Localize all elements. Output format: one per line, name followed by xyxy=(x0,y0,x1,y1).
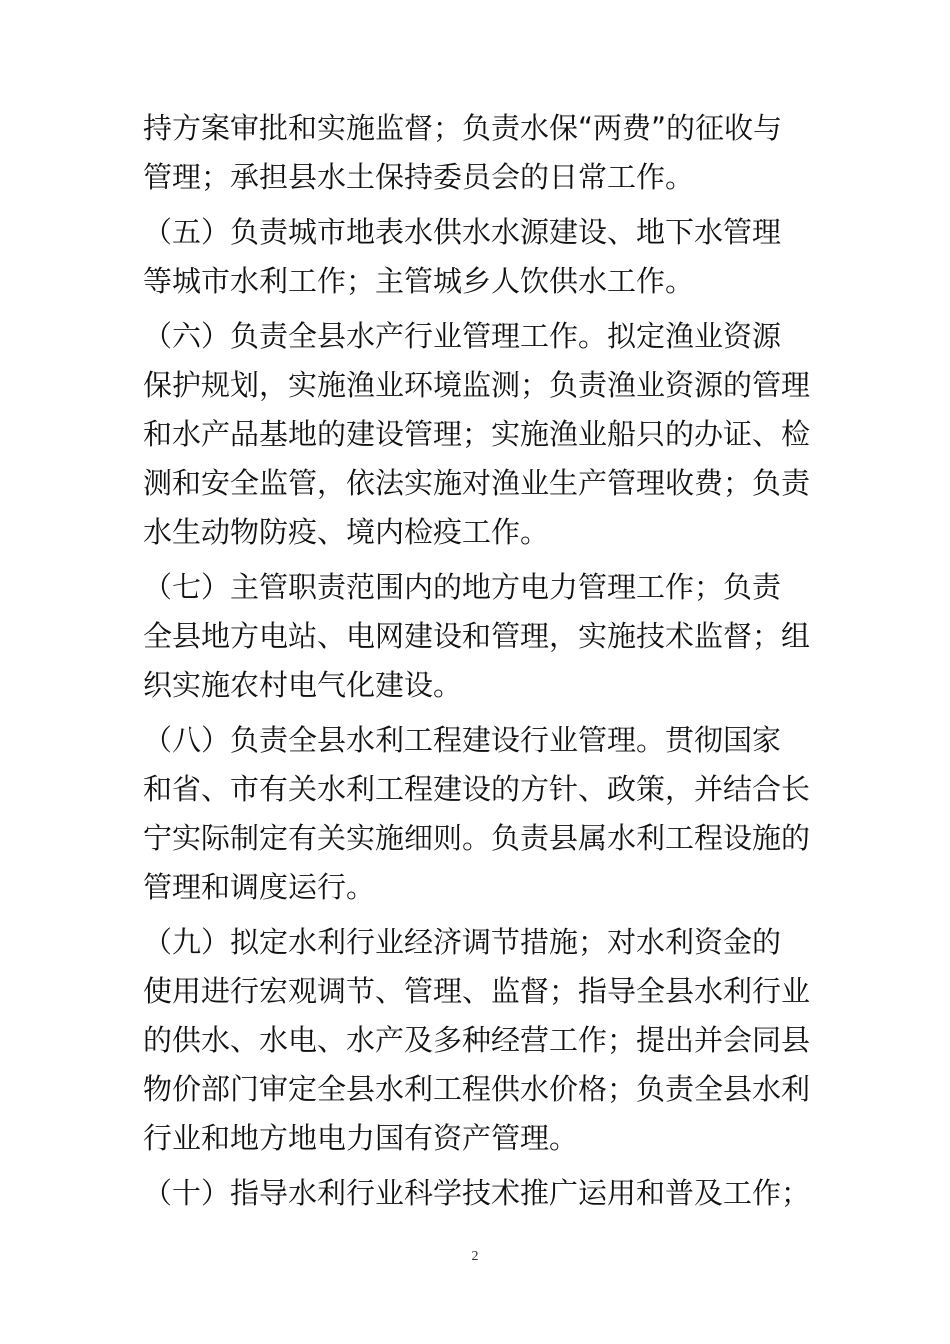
paragraph xyxy=(143,563,815,710)
text-line: （五）负责城市地表水供水水源建设、地下水管理 xyxy=(143,215,782,249)
text-line: 持方案审批和实施监督；负责水保“两费”的征收与 xyxy=(143,111,783,145)
text-line: 宁实际制定有关实施细则。负责县属水利工程设施的 xyxy=(143,821,811,855)
text-line: （十）指导水利行业科学技术推广运用和普及工作； xyxy=(143,1176,811,1210)
paragraph xyxy=(143,918,815,1163)
text-line: 管理；承担县水土保持委员会的日常工作。 xyxy=(143,160,695,194)
text-line: （七）主管职责范围内的地方电力管理工作；负责 xyxy=(143,570,782,604)
text-line: 织实施农村电气化建设。 xyxy=(143,668,463,702)
text-line: 和省、市有关水利工程建设的方针、政策，并结合长 xyxy=(143,772,811,806)
text-line: （九）拟定水利行业经济调节措施；对水利资金的 xyxy=(143,925,782,959)
text-line: 等城市水利工作；主管城乡人饮供水工作。 xyxy=(143,264,695,298)
text-line: （六）负责全县水产行业管理工作。拟定渔业资源 xyxy=(143,319,782,353)
text-line: （八）负责全县水利工程建设行业管理。贯彻国家 xyxy=(143,723,782,757)
text-line: 行业和地方地电力国有资产管理。 xyxy=(143,1121,579,1155)
paragraph xyxy=(143,208,815,306)
text-line: 管理和调度运行。 xyxy=(143,870,376,904)
paragraph xyxy=(143,1169,815,1218)
text-line: 水生动物防疫、境内检疫工作。 xyxy=(143,515,550,549)
page-number: 2 xyxy=(471,1249,479,1264)
text-line: 和水产品基地的建设管理；实施渔业船只的办证、检 xyxy=(143,417,811,451)
document-body xyxy=(143,104,815,1224)
paragraph xyxy=(143,716,815,912)
text-line: 测和安全监管，依法实施对渔业生产管理收费；负责 xyxy=(143,466,811,500)
text-line: 全县地方电站、电网建设和管理，实施技术监督；组 xyxy=(143,619,811,653)
paragraph xyxy=(143,104,815,202)
text-line: 物价部门审定全县水利工程供水价格；负责全县水利 xyxy=(143,1072,811,1106)
paragraph xyxy=(143,312,815,557)
text-line: 的供水、水电、水产及多种经营工作；提出并会同县 xyxy=(143,1023,811,1057)
text-line: 保护规划，实施渔业环境监测；负责渔业资源的管理 xyxy=(143,368,811,402)
text-line: 使用进行宏观调节、管理、监督；指导全县水利行业 xyxy=(143,974,811,1008)
